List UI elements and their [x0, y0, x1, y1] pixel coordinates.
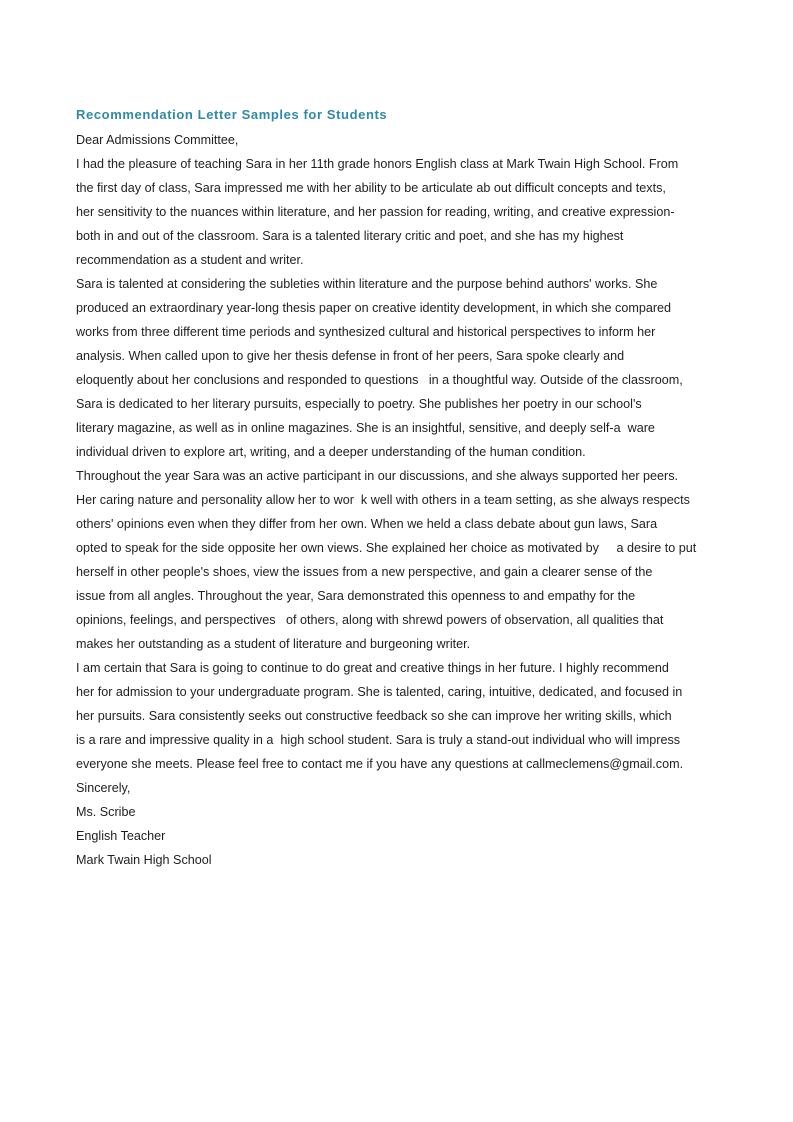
text-line: I am certain that Sara is going to continue to do great and creative things in her future. I highly recommend	[76, 661, 669, 675]
text-line: makes her outstanding as a student of literature and burgeoning writer.	[76, 637, 471, 651]
text-line: others' opinions even when they differ from her own. When we held a class debate about gun laws, Sara	[76, 517, 658, 531]
text-line: produced an extraordinary year-long thesis paper on creative identity development, in which she compared	[76, 301, 672, 315]
text-line: analysis. When called upon to give her thesis defense in front of her peers, Sara spoke clearly and	[76, 349, 625, 363]
text-line: opinions, feelings, and perspectives of others, along with shrewd powers of observation, all qualities that	[76, 613, 664, 627]
letter-body	[76, 128, 726, 872]
text-line: Sara is dedicated to her literary pursuits, especially to poetry. She publishes her poetry in our school's	[76, 397, 642, 411]
text-line: Throughout the year Sara was an active participant in our discussions, and she always supported her peers.	[76, 469, 679, 483]
text-line: recommendation as a student and writer.	[76, 253, 304, 267]
text-line: her sensitivity to the nuances within literature, and her passion for reading, writing, and creative expression-	[76, 205, 675, 219]
text-line: her pursuits. Sara consistently seeks out constructive feedback so she can improve her writing skills, which	[76, 709, 672, 723]
text-line: Sara is talented at considering the subleties within literature and the purpose behind authors' works. She	[76, 277, 658, 291]
text-line: herself in other people's shoes, view the issues from a new perspective, and gain a clearer sense of the	[76, 565, 653, 579]
text-line: everyone she meets. Please feel free to contact me if you have any questions at callmeclemens@gmail.com.	[76, 757, 684, 771]
text-line: literary magazine, as well as in online magazines. She is an insightful, sensitive, and deeply self-a ware	[76, 421, 655, 435]
text-line: English Teacher	[76, 829, 166, 843]
text-line: works from three different time periods and synthesized cultural and historical perspectives to inform her	[76, 325, 656, 339]
text-line: both in and out of the classroom. Sara is a talented literary critic and poet, and she has my highest	[76, 229, 624, 243]
text-line: the first day of class, Sara impressed me with her ability to be articulate ab out difficult concepts and texts,	[76, 181, 666, 195]
text-line: eloquently about her conclusions and responded to questions in a thoughtful way. Outside of the classroom,	[76, 373, 683, 387]
text-line: Mark Twain High School	[76, 853, 212, 867]
text-line: Ms. Scribe	[76, 805, 136, 819]
letter-content	[76, 104, 726, 872]
text-line: Dear Admissions Committee,	[76, 133, 239, 147]
text-line: issue from all angles. Throughout the year, Sara demonstrated this openness to and empathy for the	[76, 589, 636, 603]
text-line: I had the pleasure of teaching Sara in her 11th grade honors English class at Mark Twain High School. From	[76, 157, 679, 171]
text-line: Her caring nature and personality allow her to wor k well with others in a team setting, as she always respects	[76, 493, 690, 507]
text-line: is a rare and impressive quality in a high school student. Sara is truly a stand-out individual who will impress	[76, 733, 681, 747]
text-line: her for admission to your undergraduate program. She is talented, caring, intuitive, dedicated, and focused in	[76, 685, 683, 699]
text-line: individual driven to explore art, writing, and a deeper understanding of the human condition.	[76, 445, 586, 459]
text-line: Sincerely,	[76, 781, 131, 795]
document-title: Recommendation Letter Samples for Students	[76, 107, 388, 122]
text-line: opted to speak for the side opposite her own views. She explained her choice as motivated by a desire to put	[76, 541, 697, 555]
